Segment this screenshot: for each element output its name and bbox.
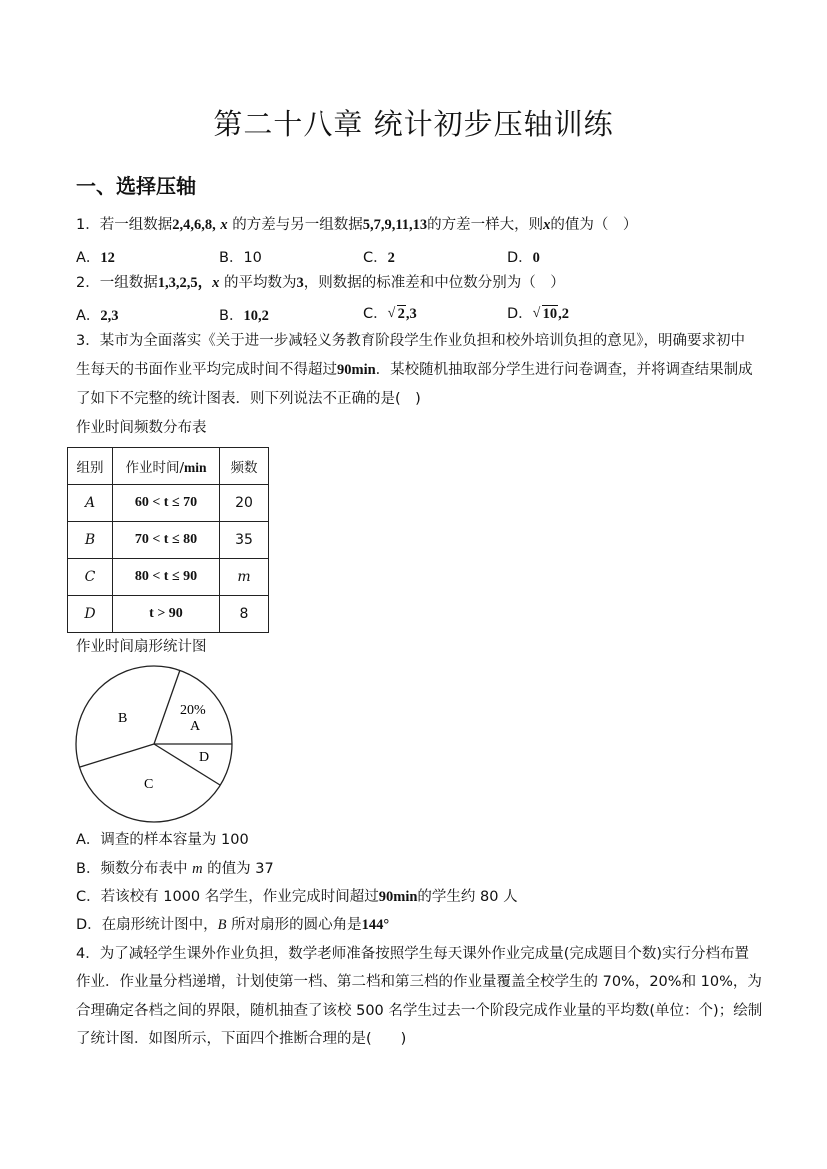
pie-label-a-percent: 20%	[180, 703, 206, 718]
cell-range: t > 90	[113, 596, 220, 633]
choice-text-2: 的学生约 80 人	[417, 889, 518, 905]
radicand: 2	[397, 306, 405, 322]
q2-text-b: 的平均数为	[223, 275, 297, 291]
option-value: 2	[387, 250, 395, 266]
table-row	[68, 559, 269, 596]
q1-text-d: 的值为（ ）	[550, 217, 638, 233]
header-group: 组别	[68, 448, 113, 485]
cell-freq: 35	[220, 522, 269, 559]
cell-range: 80 < t ≤ 90	[113, 559, 220, 596]
q1-data1: 2,4,6,8,	[172, 217, 216, 233]
cell-group: C	[68, 559, 113, 596]
header-freq: 频数	[220, 448, 269, 485]
q4-line-4: 了统计图．如图所示，下面四个推断合理的是( )	[76, 1031, 407, 1047]
table-caption: 作业时间频数分布表	[76, 420, 207, 436]
q4-line-2: 作业．作业量分档递增，计划使第一档、第二档和第三档的作业量覆盖全校学生的 70%，20%和 10%，为	[76, 974, 762, 990]
option-label: D．	[507, 250, 533, 266]
cell-group: D	[68, 596, 113, 633]
cell-range: 70 < t ≤ 80	[113, 522, 220, 559]
cell-freq: 20	[220, 485, 269, 522]
cell-freq: m	[220, 559, 269, 596]
q1-text-b: 的方差与另一组数据	[232, 217, 363, 233]
q2-option-d[interactable]	[507, 302, 569, 323]
pie-label-a: A	[190, 719, 201, 734]
option-label: C．	[363, 250, 388, 266]
question-2-stem	[76, 273, 565, 293]
q1-data2: 5,7,9,11,13	[362, 217, 428, 233]
section-heading: 一、选择压轴	[76, 174, 196, 198]
choice-text-2: 的值为 37	[207, 861, 274, 877]
option-label: D．	[507, 306, 533, 322]
pie-label-c: C	[144, 777, 154, 792]
choice-angle: 144°	[361, 917, 390, 933]
pie-label-b: B	[118, 711, 128, 726]
q2-data: 1,3,2,5，	[157, 275, 213, 291]
q3-line-2	[76, 360, 753, 380]
cell-group: B	[68, 522, 113, 559]
option-value: 2,3	[100, 308, 119, 324]
page-title: 第二十八章 统计初步压轴训练	[213, 107, 614, 141]
option-label: A．	[76, 250, 101, 266]
q2-option-b[interactable]	[219, 304, 269, 325]
q1-option-b[interactable]	[219, 246, 262, 267]
header-time	[113, 448, 220, 485]
q3-line-3: 了如下不完整的统计图表．则下列说法不正确的是( )	[76, 391, 421, 407]
pie-label-d: D	[199, 750, 210, 765]
option-label: C．	[363, 306, 388, 322]
frequency-table	[67, 447, 269, 633]
choice-text-2: 所对扇形的圆心角是	[231, 917, 362, 933]
table-row	[68, 485, 269, 522]
cell-freq: 8	[220, 596, 269, 633]
option-label: A．	[76, 308, 101, 324]
option-label: B．	[219, 308, 244, 324]
q1-option-d[interactable]	[507, 246, 540, 267]
table-header-row	[68, 448, 269, 485]
choice-text: B．频数分布表中	[76, 861, 188, 877]
q3-line-1: 3．某市为全面落实《关于进一步减轻义务教育阶段学生作业负担和校外培训负担的意见》，明确要求初中	[76, 333, 745, 349]
option-value: 10	[243, 250, 262, 266]
choice-text: A．调查的样本容量为 100	[76, 832, 249, 848]
q3-line2-a: 生每天的书面作业平均完成时间不得超过	[76, 362, 337, 378]
pie-chart	[72, 664, 238, 824]
sqrt-symbol: √ 10	[532, 306, 558, 322]
option-rest: ,3	[405, 306, 417, 322]
q3-choice-d[interactable]	[76, 915, 389, 935]
q2-text-a: 2．一组数据	[76, 275, 158, 291]
option-value: 12	[100, 250, 115, 266]
table-row	[68, 596, 269, 633]
question-1-stem	[76, 215, 637, 235]
cell-group: A	[68, 485, 113, 522]
q3-choice-a[interactable]	[76, 830, 249, 850]
choice-var: m	[192, 861, 203, 877]
q2-option-c[interactable]	[363, 302, 417, 323]
header-time-label: 作业时间/	[125, 460, 185, 476]
q2-var-x: x	[212, 275, 220, 291]
q4-line-1: 4．为了减轻学生课外作业负担，数学老师准备按照学生每天课外作业完成量(完成题目个数)实行分档布置	[76, 946, 750, 962]
q1-text-c: 的方差一样大，则	[427, 217, 544, 233]
q2-mean: 3	[296, 275, 304, 291]
choice-text: D．在扇形统计图中，	[76, 917, 218, 933]
radicand: 10	[542, 306, 558, 322]
choice-var: 90min	[378, 889, 418, 905]
q4-line-3: 合理确定各档之间的界限，随机抽查了该校 500 名学生过去一个阶段完成作业量的平均数(单位：个)；绘制	[76, 1003, 763, 1019]
pie-caption: 作业时间扇形统计图	[76, 639, 207, 655]
cell-range: 60 < t ≤ 70	[113, 485, 220, 522]
q1-option-c[interactable]	[363, 246, 395, 267]
choice-text: C．若该校有 1000 名学生，作业完成时间超过	[76, 889, 379, 905]
q3-line2-c: ．某校随机抽取部分学生进行问卷调查，并将调查结果制成	[375, 362, 753, 378]
q1-option-a[interactable]	[76, 246, 115, 267]
q2-text-c: ，则数据的标准差和中位数分别为（ ）	[303, 275, 565, 291]
option-value: 10,2	[243, 308, 269, 324]
option-value: 0	[532, 250, 540, 266]
option-label: B．	[219, 250, 244, 266]
q1-var-x: x	[220, 217, 228, 233]
table-row	[68, 522, 269, 559]
choice-var: B	[217, 917, 227, 933]
q3-choice-b[interactable]	[76, 859, 274, 879]
q2-option-a[interactable]	[76, 304, 119, 325]
q1-text-a: 1．若一组数据	[76, 217, 173, 233]
q3-line2-b: 90min	[337, 362, 376, 378]
sqrt-symbol: √ 2	[387, 306, 405, 322]
header-time-unit: min	[184, 460, 207, 475]
q3-choice-c[interactable]	[76, 887, 518, 907]
q1-var-x2: x	[543, 217, 551, 233]
option-rest: ,2	[558, 306, 570, 322]
